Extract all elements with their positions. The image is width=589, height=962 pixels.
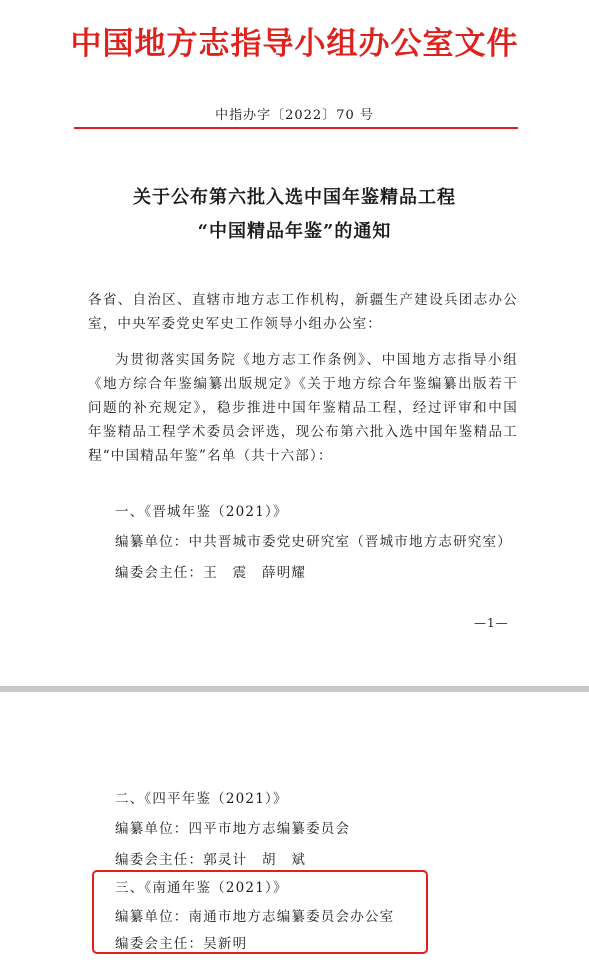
entry-3-chair: 编委会主任：吴新明 bbox=[115, 936, 248, 952]
entry-1-unit: 编纂单位：中共晋城市委党史研究室（晋城市地方志研究室） bbox=[115, 534, 512, 550]
notice-title-line-2: “中国精品年鉴”的通知 bbox=[197, 221, 392, 242]
entry-1-title: 一、《晋城年鉴（2021）》 bbox=[115, 504, 288, 520]
entry-3-title: 三、《南通年鉴（2021）》 bbox=[115, 880, 288, 896]
document-number: 中指办字〔2022〕70 号 bbox=[215, 108, 374, 123]
entry-2-unit: 编纂单位：四平市地方志编纂委员会 bbox=[115, 821, 351, 837]
page-number: —1— bbox=[474, 616, 509, 630]
salutation: 各省、自治区、直辖市地方志工作机构，新疆生产建设兵团志办公室，中央军委党史军史工作领导小组办公室： bbox=[88, 292, 518, 332]
entry-2-title: 二、《四平年鉴（2021）》 bbox=[115, 791, 288, 807]
header-red-rule bbox=[74, 127, 518, 129]
document-header-title: 中国地方志指导小组办公室文件 bbox=[70, 26, 519, 62]
entry-1-chair: 编委会主任：王 震 薛明耀 bbox=[115, 565, 307, 581]
entry-3-unit: 编纂单位：南通市地方志编纂委员会办公室 bbox=[115, 909, 395, 925]
entry-2-chair: 编委会主任：郭灵计 胡 斌 bbox=[115, 852, 307, 868]
body-paragraph: 为贯彻落实国务院《地方志工作条例》、中国地方志指导小组《地方综合年鉴编纂出版规定》《关于地方综合年鉴编纂出版若干问题的补充规定》，稳步推进中国年鉴精品工程，经过评审和中国年鉴精品工程学术委员会评选，现公布第六批入选中国年鉴精品工程“中国精品年鉴”名单（共十六部）： bbox=[88, 352, 518, 464]
notice-title-line-1: 关于公布第六批入选中国年鉴精品工程 bbox=[133, 187, 456, 208]
